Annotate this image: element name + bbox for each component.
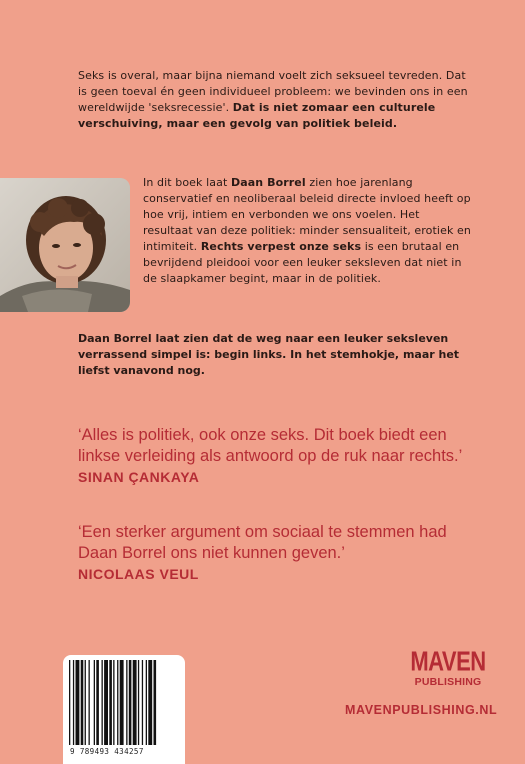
isbn-barcode	[63, 655, 185, 764]
publisher-logo	[408, 645, 488, 688]
blurb-closing: Daan Borrel laat zien dat de weg naar een leuker seksleven verrassend simpel is: begin links. In het stemhokje, maar het liefst vanavond nog.	[78, 332, 460, 377]
logo-sub-text: PUBLISHING	[414, 676, 482, 688]
publisher-url: MAVENPUBLISHING.NL	[345, 703, 498, 717]
barcode-bars	[69, 660, 179, 745]
isbn-number: 9 789493 434257	[70, 747, 144, 756]
blurb-main-text-1: In dit boek laat	[143, 176, 231, 189]
quote-text: ‘Een sterker argument om sociaal te stemmen had Daan Borrel ons niet kunnen geven.’	[78, 523, 447, 562]
quote-author: SINAN ÇANKAYA	[78, 469, 200, 485]
author-portrait-image	[0, 178, 130, 312]
quote-author: NICOLAAS VEUL	[78, 566, 199, 582]
author-photo	[0, 178, 130, 312]
blurb-main	[143, 175, 471, 287]
blurb-main-text-3: is een brutaal en bevrijdend pleidooi voor een leuker seksleven dat niet in de slaapkamer begint, maar in de politiek.	[143, 240, 462, 285]
author-name: Daan Borrel	[230, 176, 306, 189]
review-quote-1	[78, 425, 478, 488]
quote-text: ‘Alles is politiek, ook onze seks. Dit boek biedt een linkse verleiding als antwoord op de ruk naar rechts.’	[78, 426, 462, 465]
blurb-intro-text: Seks is overal, maar bijna niemand voelt zich seksueel tevreden. Dat is geen toeval én geen individueel probleem: we bevinden ons in een wereldwijde 'seksrecessie'.	[78, 69, 468, 114]
logo-main-text: MAVEN	[410, 645, 486, 677]
blurb-main-text-2: zien hoe jarenlang conservatief en neoliberaal beleid directe invloed heeft op hoe vrij, intiem en verbonden we ons voelen. Het resultaat van deze politiek: minder sensualiteit, erotiek en intimiteit.	[143, 176, 471, 253]
blurb-intro	[78, 68, 468, 132]
review-quote-2	[78, 522, 478, 585]
book-title: Rechts verpest onze seks	[200, 240, 362, 253]
blurb-intro-emphasis: Dat is niet zomaar een culturele verschuiving, maar een gevolg van politiek beleid.	[78, 101, 436, 130]
